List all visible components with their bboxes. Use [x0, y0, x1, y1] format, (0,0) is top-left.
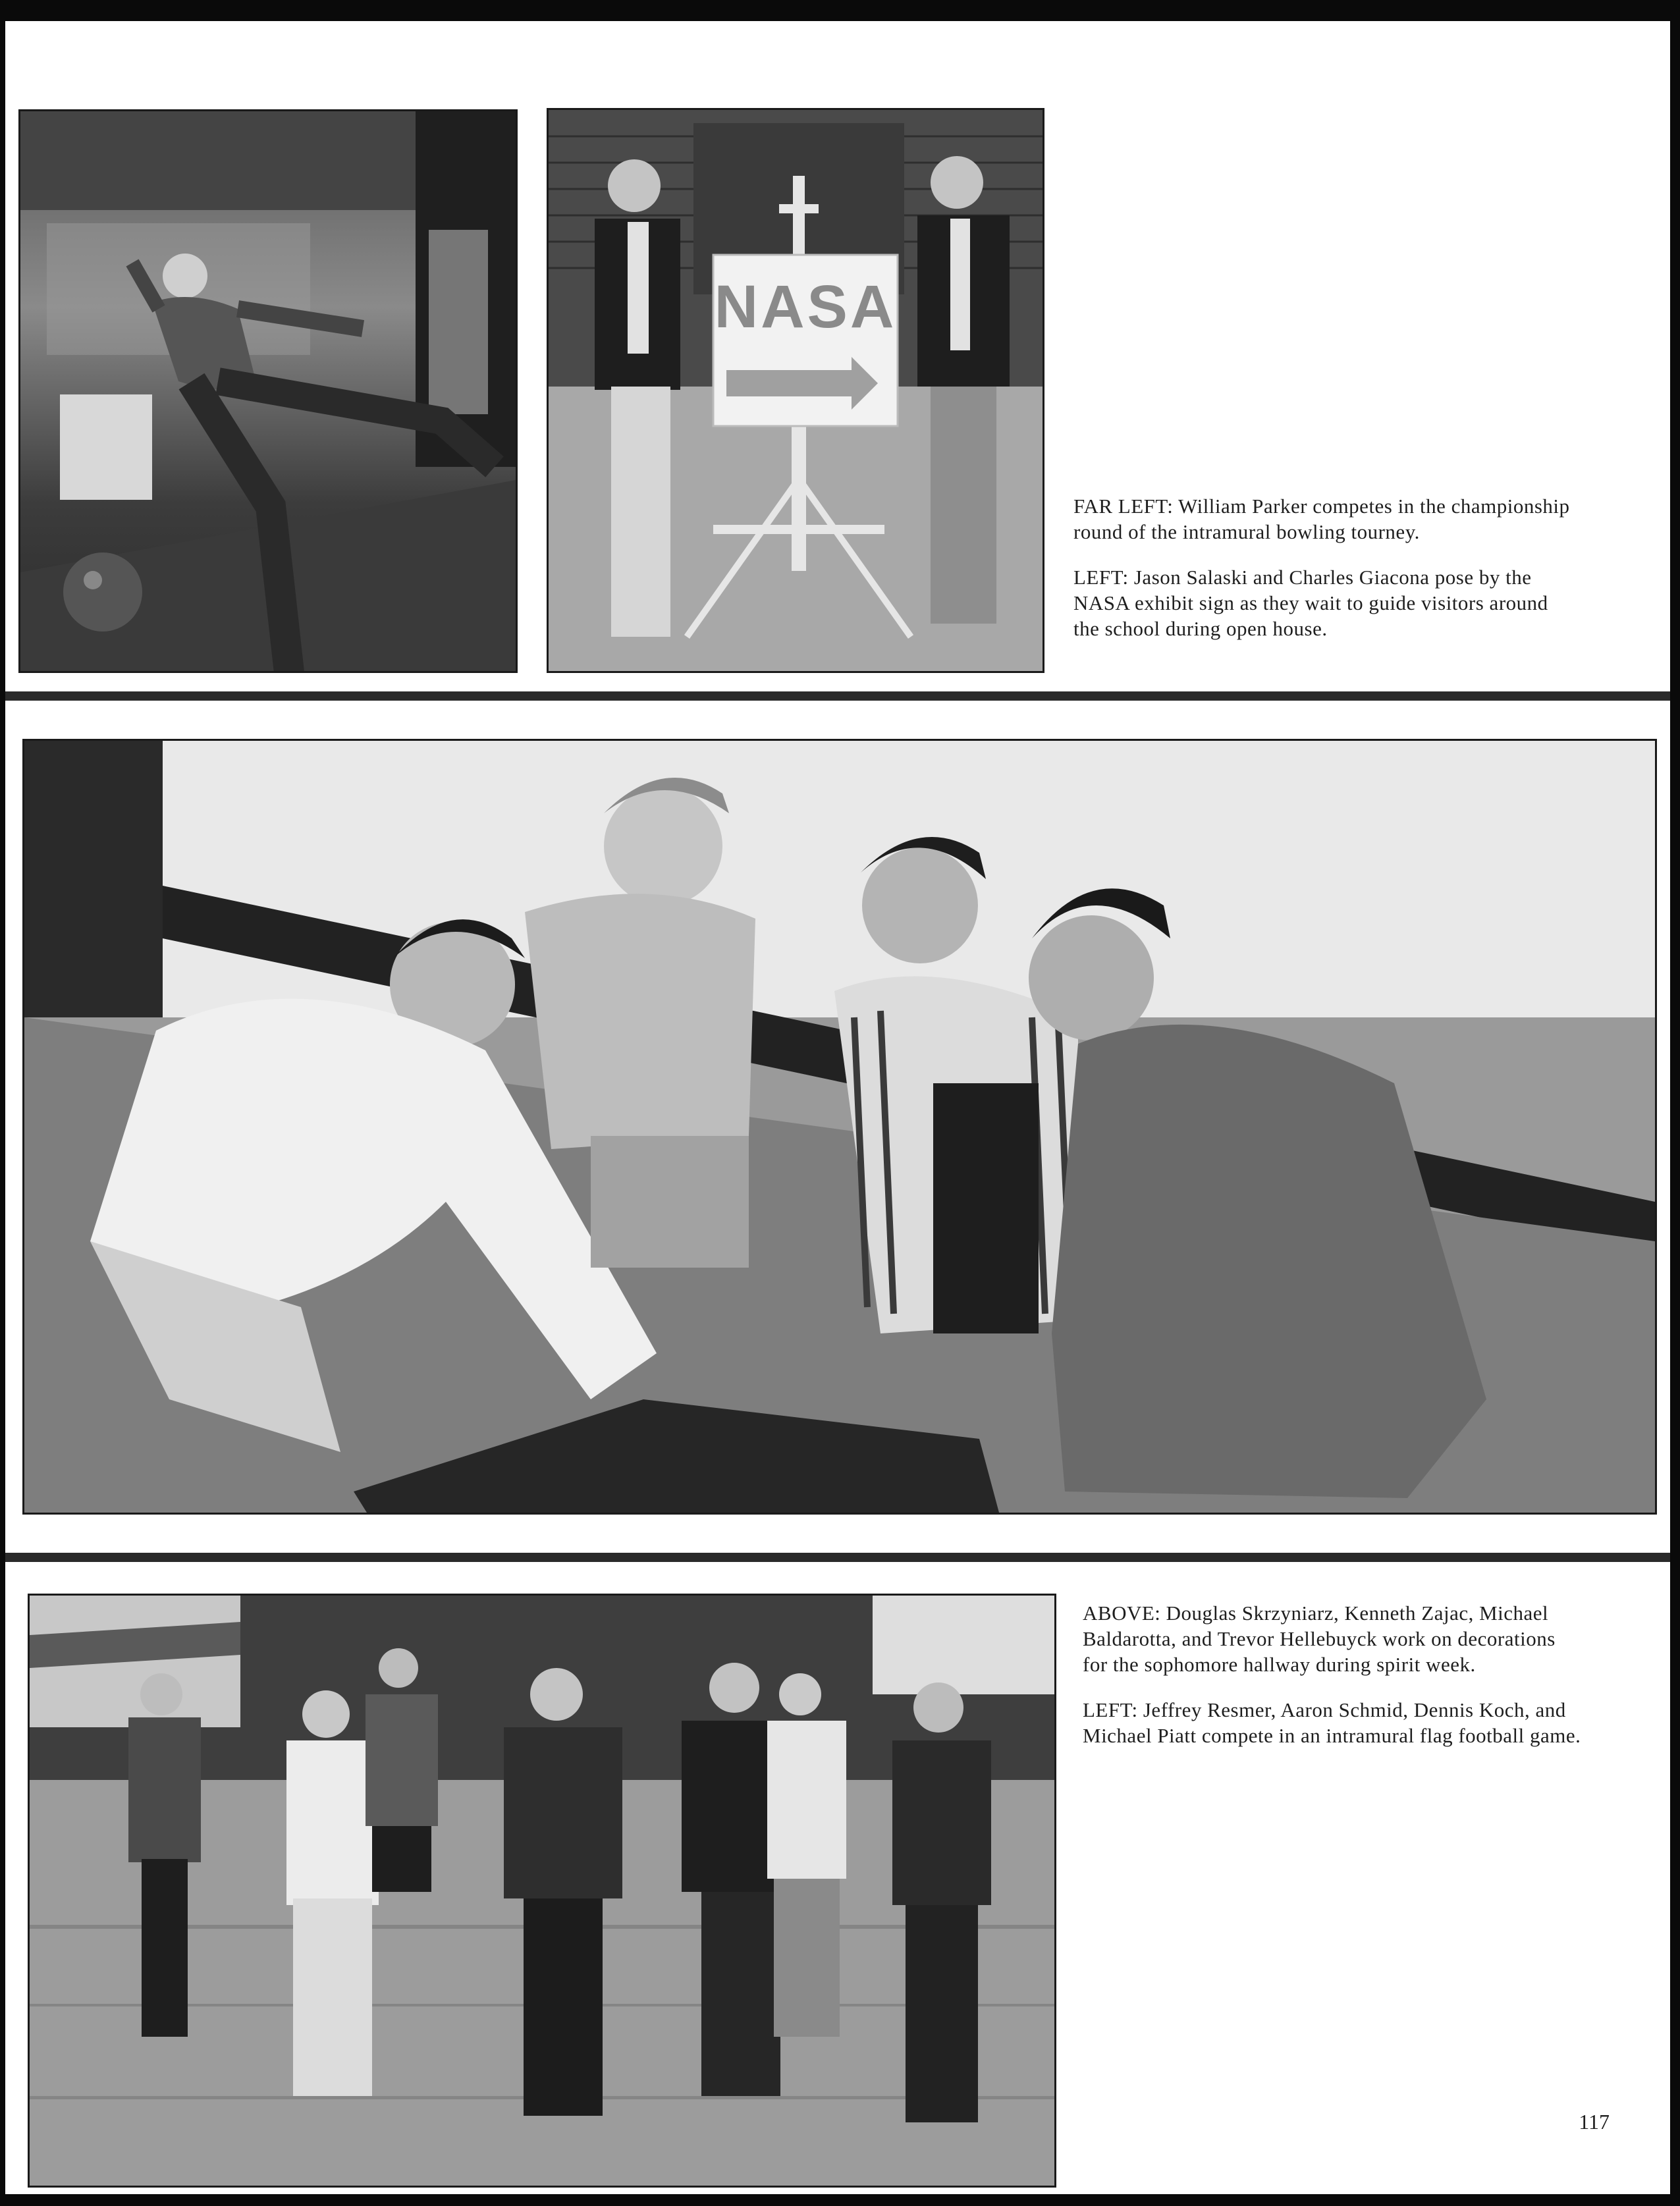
- yearbook-page: [5, 21, 1670, 2194]
- caption-far-left: FAR LEFT: William Parker competes in the championship round of the intramural bowling tourney.: [1073, 495, 1570, 543]
- caption-block-bottom: [1083, 1600, 1583, 1768]
- page-number: 117: [1579, 2110, 1610, 2134]
- photo-spirit-week: [22, 739, 1657, 1515]
- photo-flag-football: [28, 1594, 1056, 2188]
- caption-left: LEFT: Jason Salaski and Charles Giacona pose by the NASA exhibit sign as they wait to guide visitors around the school during open house.: [1073, 566, 1548, 640]
- caption-above: ABOVE: Douglas Skrzyniarz, Kenneth Zajac, Michael Baldarotta, and Trevor Hellebuyck work on decorations for the sophomore hallway during spirit week.: [1083, 1601, 1556, 1676]
- divider-bottom: [5, 1553, 1670, 1562]
- nasa-sign-text: NASA: [714, 273, 897, 340]
- divider-top: [5, 691, 1670, 701]
- photo-nasa-sign: [547, 108, 1044, 673]
- caption-left-bottom: LEFT: Jeffrey Resmer, Aaron Schmid, Dennis Koch, and Michael Piatt compete in an intramural flag football game.: [1083, 1698, 1581, 1747]
- caption-block-top: [1073, 493, 1574, 661]
- photo-bowling: [18, 109, 518, 673]
